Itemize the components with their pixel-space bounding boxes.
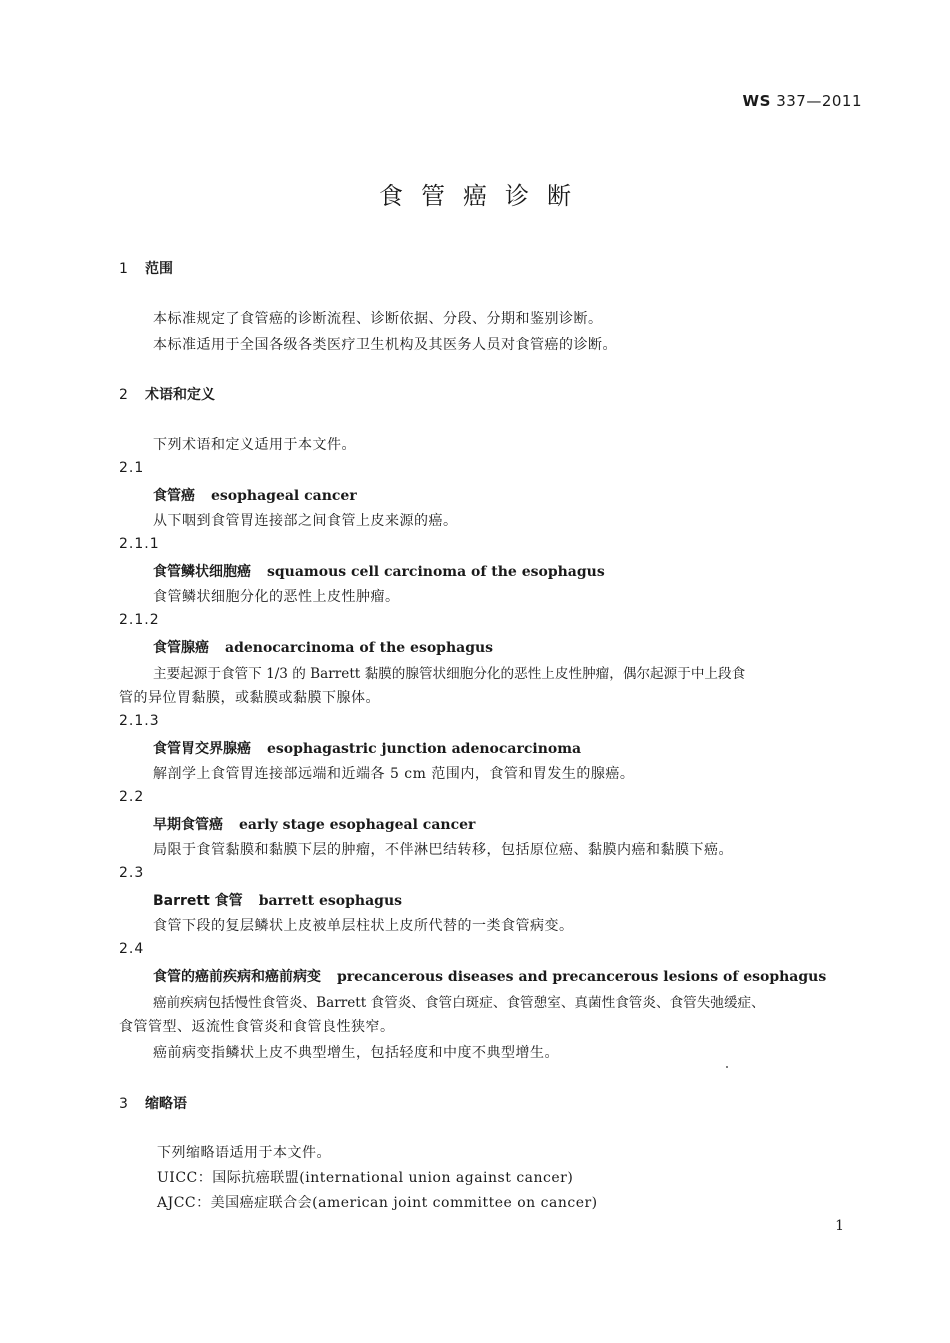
term-entry: 食管胃交界腺癌 esophagastric junction adenocarcinoma [153,741,582,757]
term-definition: 癌前病变指鳞状上皮不典型增生，包括轻度和中度不典型增生。 [153,1045,559,1061]
term-definition-continued: 食管管型、返流性食管炎和食管良性狭窄。 [119,1019,395,1035]
term-entry: 食管腺癌 adenocarcinoma of the esophagus [153,640,494,656]
section-3-heading: 3 缩略语 [119,1096,187,1112]
term-entry: 早期食管癌 early stage esophageal cancer [153,817,476,833]
term-entry: 食管的癌前疾病和癌前病变 precancerous diseases and precancerous lesions of esophagus [153,969,827,985]
standard-number: 337—2011 [776,92,862,110]
page-number: 1 [835,1218,844,1234]
section-2-intro: 下列术语和定义适用于本文件。 [153,437,356,453]
term-definition-continued: 管的异位胃黏膜，或黏膜或黏膜下腺体。 [119,690,380,706]
section-1-para-1: 本标准规定了食管癌的诊断流程、诊断依据、分段、分期和鉴别诊断。 [153,311,603,327]
term-entry: 食管癌 esophageal cancer [153,488,357,504]
document-title: 食管癌诊断 [379,182,589,210]
term-definition: 从下咽到食管胃连接部之间食管上皮来源的癌。 [153,513,458,529]
clause-number: 2.1.1 [119,536,160,552]
term-definition: 癌前疾病包括慢性食管炎、Barrett 食管炎、食管白斑症、食管憩室、真菌性食管炎、食管失弛缓症、 [153,995,765,1011]
abbreviation-uicc: UICC：国际抗癌联盟(international union against cancer) [157,1170,574,1186]
term-definition: 解剖学上食管胃连接部远端和近端各 5 cm 范围内，食管和胃发生的腺癌。 [153,766,635,782]
section-1-para-2: 本标准适用于全国各级各类医疗卫生机构及其医务人员对食管癌的诊断。 [153,337,617,353]
term-definition: 食管鳞状细胞分化的恶性上皮性肿瘤。 [153,589,400,605]
clause-number: 2.4 [119,941,145,957]
clause-number: 2.2 [119,789,145,805]
term-definition: 主要起源于食管下 1/3 的 Barrett 黏膜的腺管状细胞分化的恶性上皮性肿瘤，偶尔起源于中上段食 [153,666,746,682]
term-definition: 食管下段的复层鳞状上皮被单层柱状上皮所代替的一类食管病变。 [153,918,574,934]
standard-code [743,92,862,110]
term-entry: Barrett 食管 barrett esophagus [153,893,403,909]
clause-number: 2.3 [119,865,145,881]
stray-mark [726,1066,728,1068]
term-definition: 局限于食管黏膜和黏膜下层的肿瘤，不伴淋巴结转移，包括原位癌、黏膜内癌和黏膜下癌。 [153,842,733,858]
clause-number: 2.1.3 [119,713,160,729]
abbreviation-ajcc: AJCC：美国癌症联合会(american joint committee on cancer) [157,1195,598,1211]
term-entry: 食管鳞状细胞癌 squamous cell carcinoma of the esophagus [153,564,605,580]
clause-number: 2.1.2 [119,612,160,628]
clause-number: 2.1 [119,460,145,476]
section-2-heading: 2 术语和定义 [119,387,215,403]
standard-prefix: WS [742,92,771,110]
section-1-heading: 1 范围 [119,261,173,277]
section-3-intro: 下列缩略语适用于本文件。 [157,1145,331,1161]
